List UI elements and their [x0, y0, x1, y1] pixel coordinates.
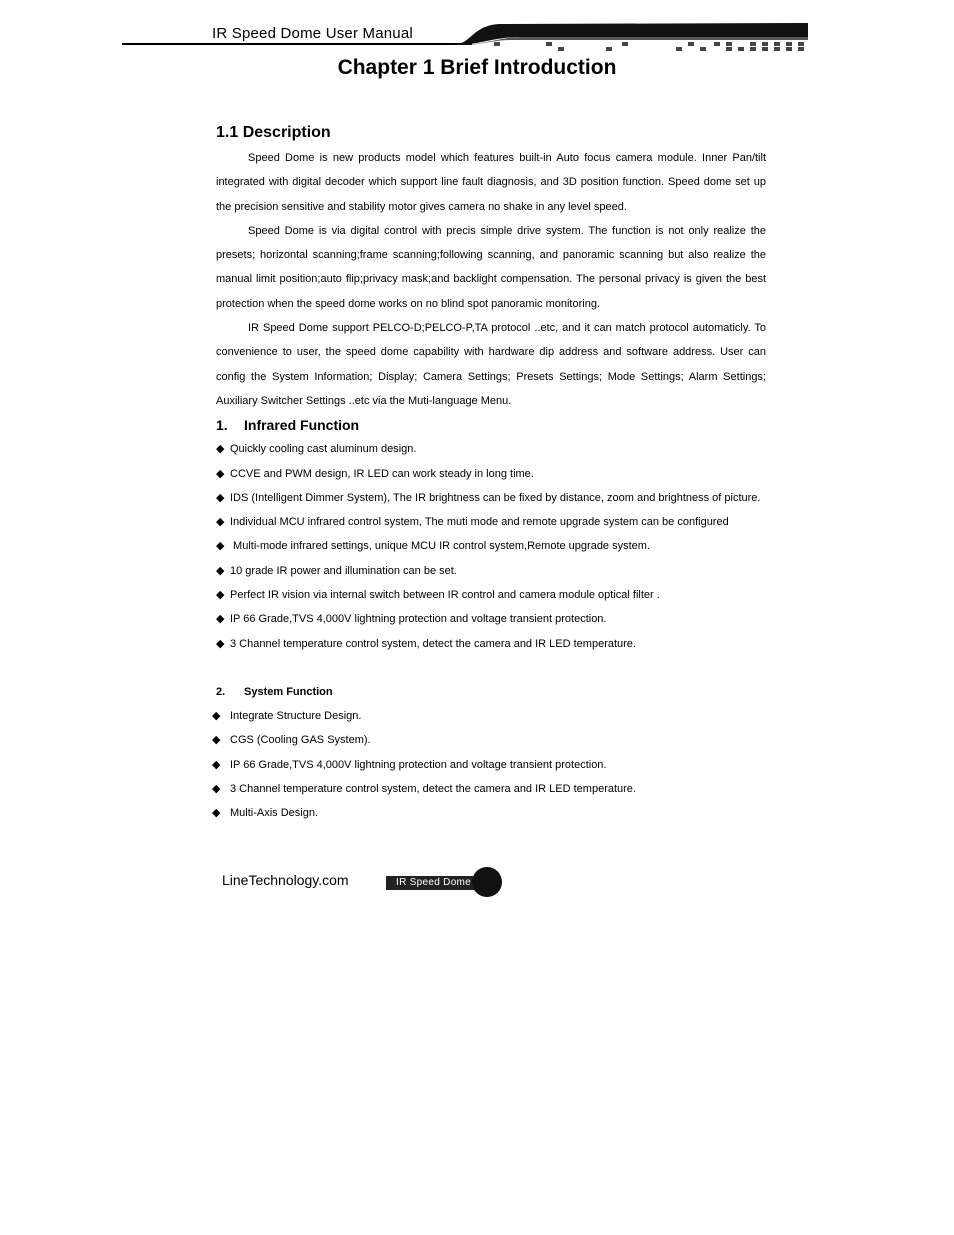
list-item: ◆ Individual MCU infrared control system, The muti mode and remote upgrade system can be configured — [216, 510, 766, 534]
list-item: ◆ Quickly cooling cast aluminum design. — [216, 437, 766, 461]
list-item: ◆ CGS (Cooling GAS System). — [212, 728, 762, 752]
infrared-heading: 1. Infrared Function — [216, 417, 360, 434]
main-content — [212, 120, 766, 825]
footer-badge — [386, 866, 504, 898]
section-heading: 1.1 Description — [216, 124, 331, 141]
diamond-bullet-icon: ◆ — [212, 734, 221, 747]
diamond-bullet-icon: ◆ — [216, 516, 225, 529]
diamond-bullet-icon: ◆ — [216, 467, 225, 480]
description-paragraph-2: Speed Dome is via digital control with precis simple drive system. The function is not only realize the presets; horizontal scanning;frame scanning;following scanning, and panoramic scanning but also realize the manual limit position;auto flip;privacy mask;and backlight compensation. The personal privacy is given the best protection when the speed dome works on no blind spot panoramic monitoring. — [216, 224, 766, 310]
system-heading: 2. System Function — [216, 685, 333, 698]
diamond-bullet-icon: ◆ — [212, 709, 221, 722]
diamond-bullet-icon: ◆ — [216, 491, 225, 504]
diamond-bullet-icon: ◆ — [216, 637, 225, 650]
list-item: ◆ IP 66 Grade,TVS 4,000V lightning protection and voltage transient protection. — [216, 607, 766, 631]
diamond-bullet-icon: ◆ — [216, 589, 225, 602]
list-item: ◆ IDS (Intelligent Dimmer System), The IR brightness can be fixed by distance, zoom and brightness of picture. — [216, 486, 766, 510]
list-item: ◆ IP 66 Grade,TVS 4,000V lightning protection and voltage transient protection. — [212, 753, 762, 777]
diamond-bullet-icon: ◆ — [216, 540, 225, 553]
list-item: ◆ Multi-Axis Design. — [212, 801, 762, 825]
diamond-bullet-icon: ◆ — [216, 443, 225, 456]
description-paragraph-1: Speed Dome is new products model which features built-in Auto focus camera module. Inner Pan/tilt integrated with digital decoder which support line fault diagnosis, and 3D position function. Speed dome set up the precision sensitive and stability motor gives camera no shake in any level speed. — [216, 152, 766, 213]
list-item: ◆ CCVE and PWM design, IR LED can work steady in long time. — [216, 462, 766, 486]
footer-badge-label: IR Speed Dome — [396, 877, 472, 888]
diamond-bullet-icon: ◆ — [212, 807, 221, 820]
description-paragraph-3: IR Speed Dome support PELCO-D;PELCO-P,TA protocol ..etc, and it can match protocol automaticly. To convenience to user, the speed dome capability with hardware dip address and software address. User can config the System Information; Display; Camera Settings; Presets Settings; Mode Settings; Alarm Settings; Auxiliary Switcher Settings ..etc via the Muti-language Menu. — [216, 322, 766, 407]
list-item: ◆ 3 Channel temperature control system, detect the camera and IR LED temperature. — [212, 777, 762, 801]
list-item: ◆ Perfect IR vision via internal switch between IR control and camera module optical filter . — [216, 583, 766, 607]
diamond-bullet-icon: ◆ — [212, 758, 221, 771]
page-header — [122, 20, 810, 56]
list-item: ◆ Integrate Structure Design. — [212, 704, 762, 728]
diamond-bullet-icon: ◆ — [216, 613, 225, 626]
diamond-bullet-icon: ◆ — [212, 782, 221, 795]
chapter-title: Chapter 1 Brief Introduction — [337, 56, 617, 79]
header-title: IR Speed Dome User Manual — [212, 25, 413, 42]
list-item: ◆ 3 Channel temperature control system, detect the camera and IR LED temperature. — [216, 632, 766, 656]
diamond-bullet-icon: ◆ — [216, 564, 225, 577]
footer-site-link[interactable]: LineTechnology.com — [222, 872, 349, 888]
list-item: ◆ Multi-mode infrared settings, unique MCU IR control system,Remote upgrade system. — [216, 534, 766, 558]
list-item: ◆ 10 grade IR power and illumination can be set. — [216, 559, 766, 583]
